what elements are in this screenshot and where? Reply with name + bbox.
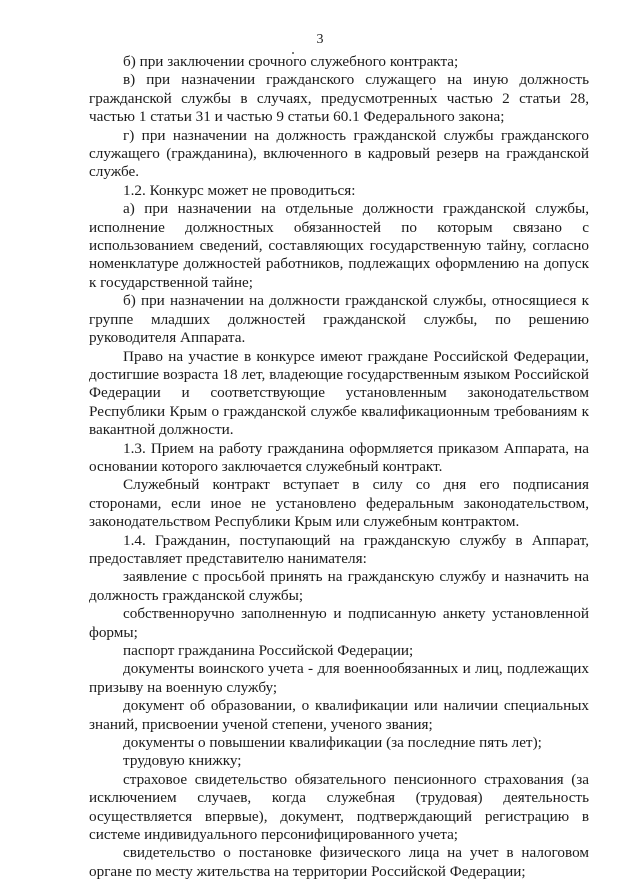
list-item-military-records: документы воинского учета - для военнообязанных и лиц, подлежащих призыву на военную службу; (89, 660, 589, 696)
list-item-work-book: трудовую книжку; (123, 752, 242, 770)
paragraph-right-to-participate: Право на участие в конкурсе имеют граждане Российской Федерации, достигшие возраста 18 лет, владеющие государственным языком Российской Федерации и соответствующие установленным законодательством Республики Крым о гражданской службе квалификационным требованиям к вакантной должности. (89, 347, 589, 439)
paragraph-1-4-documents: 1.4. Гражданин, поступающий на гражданскую службу в Аппарат, предоставляет представителю нанимателя: (89, 531, 589, 567)
document-body (89, 53, 589, 881)
paragraph-1-3-hiring: 1.3. Прием на работу гражданина оформляется приказом Аппарата, на основании которого заключается служебный контракт. (89, 439, 589, 475)
paragraph-item-b-junior-positions: б) при назначении на должности гражданской службы, относящиеся к группе младших должностей гражданской службы, по решению руководителя Аппарата. (89, 292, 589, 347)
paragraph-contract-effective: Служебный контракт вступает в силу со дня его подписания сторонами, если иное не установлено федеральным законодательством, законодательством Республики Крым или служебным контрактом. (89, 476, 589, 531)
list-item-questionnaire: собственноручно заполненную и подписанную анкету установленной формы; (89, 605, 589, 641)
list-item-education: документ об образовании, о квалификации или наличии специальных знаний, присвоении ученой степени, ученого звания; (89, 697, 589, 733)
paragraph-item-g-reserve: г) при назначении на должность гражданской службы гражданского служащего (гражданина), включенного в кадровый резерв на гражданской службе. (89, 126, 589, 181)
paragraph-1-2-heading: 1.2. Конкурс может не проводиться: (123, 181, 356, 199)
paragraph-item-v-other-position: в) при назначении гражданского служащего на иную должность гражданской службы в случаях, предусмотренных частью 2 статьи 28, частью 1 статьи 31 и частью 9 статьи 60.1 Федерального закона; (89, 71, 589, 126)
list-item-passport: паспорт гражданина Российской Федерации; (123, 642, 414, 659)
page-number: 3 (316, 32, 324, 47)
list-item-tax-registration: свидетельство о постановке физического лица на учет в налоговом органе по месту жительства на территории Российской Федерации; (89, 844, 589, 880)
list-item-application: заявление с просьбой принять на гражданскую службу и назначить на должность гражданской службы; (89, 568, 589, 604)
paragraph-item-b-fixed-term: б) при заключении срочного служебного контракта; (123, 53, 459, 70)
list-item-pension-insurance: страховое свидетельство обязательного пенсионного страхования (за исключением случаев, когда служебная (трудовая) деятельность осуществляется впервые), документ, подтверждающий регистрацию в системе индивидуального персонифицированного учета; (89, 770, 589, 844)
list-item-qualification: документы о повышении квалификации (за последние пять лет); (123, 734, 542, 752)
paragraph-item-a-state-secret: а) при назначении на отдельные должности гражданской службы, исполнение должностных обязанностей по которым связано с использованием сведений, составляющих государственную тайну, согласно номенклатуре должностей работников, подлежащих оформлению на допуск к государственной тайне; (89, 200, 589, 291)
